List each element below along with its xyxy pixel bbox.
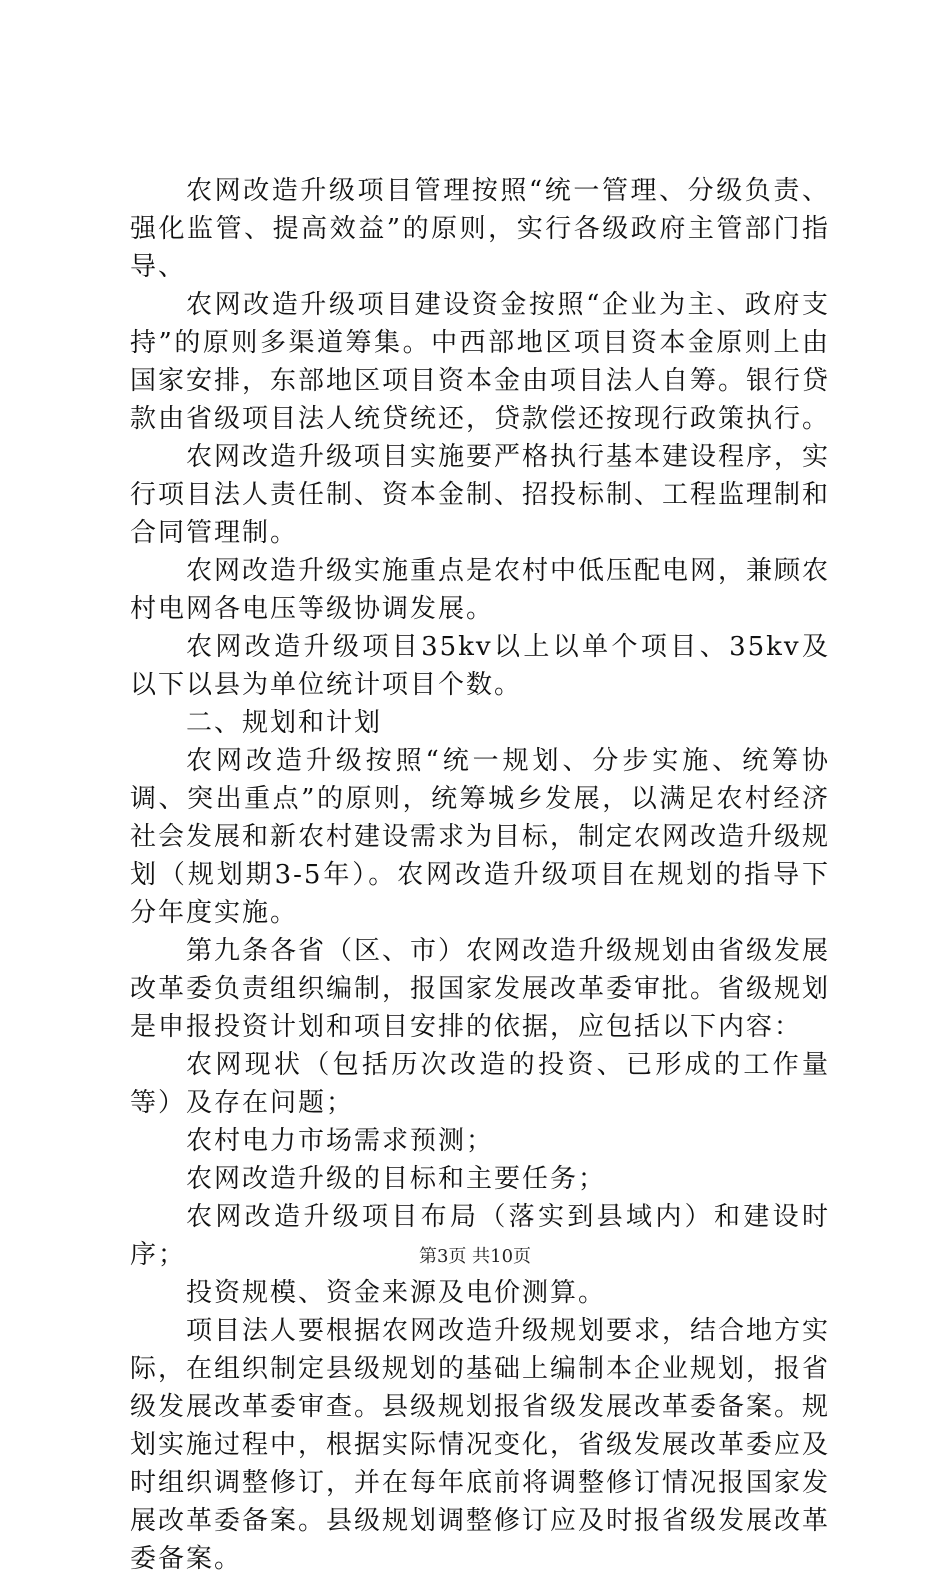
list-item-investment-scale: 投资规模、资金来源及电价测算。 (186, 1278, 607, 1308)
paragraph-key-focus: 农网改造升级实施重点是农村中低压配电网，兼顾农村电网各电压等级协调发展。 (130, 556, 831, 624)
section-heading-planning: 二、规划和计划 (186, 708, 383, 738)
page-number-footer: 第3页 共10页 (418, 1246, 532, 1267)
paragraph-planning-principle: 农网改造升级按照“统一规划、分步实施、统筹协调、突出重点”的原则，统筹城乡发展，以满足农村经济社会发展和新农村建设需求为目标，制定农网改造升级规划（规划期3-5年）。农网改造升级项目在规划的指导下分年度实施。 (130, 746, 831, 928)
paragraph-project-counting: 农网改造升级项目35kv以上以单个项目、35kv及以下以县为单位统计项目个数。 (130, 632, 830, 700)
document-body (130, 172, 830, 1578)
paragraph-management-principle: 农网改造升级项目管理按照“统一管理、分级负责、强化监管、提高效益”的原则，实行各级政府主管部门指导、 (130, 176, 830, 282)
list-item-layout-timeline: 农网改造升级项目布局（落实到县域内）和建设时序； (130, 1202, 830, 1270)
paragraph-funding: 农网改造升级项目建设资金按照“企业为主、政府支持”的原则多渠道筹集。中西部地区项目资本金原则上由国家安排，东部地区项目资本金由项目法人自筹。银行贷款由省级项目法人统贷统还，贷款偿还按现行政策执行。 (130, 290, 831, 434)
list-item-goals-tasks: 农网改造升级的目标和主要任务； (186, 1164, 607, 1194)
list-item-current-status: 农网现状（包括历次改造的投资、已形成的工作量等）及存在问题； (130, 1050, 830, 1118)
paragraph-construction-procedure: 农网改造升级项目实施要严格执行基本建设程序，实行项目法人责任制、资本金制、招投标制、工程监理制和合同管理制。 (130, 442, 831, 548)
paragraph-project-legal-person: 项目法人要根据农网改造升级规划要求，结合地方实际，在组织制定县级规划的基础上编制本企业规划，报省级发展改革委审查。县级规划报省级发展改革委备案。规划实施过程中，根据实际情况变化，省级发展改革委应及时组织调整修订，并在每年底前将调整修订情况报国家发展改革委备案。县级规划调整修订应及时报省级发展改革委备案。 (130, 1316, 831, 1574)
paragraph-article-nine: 第九条各省（区、市）农网改造升级规划由省级发展改革委负责组织编制，报国家发展改革委审批。省级规划是申报投资计划和项目安排的依据，应包括以下内容： (130, 936, 831, 1042)
list-item-demand-forecast: 农村电力市场需求预测； (186, 1126, 495, 1156)
